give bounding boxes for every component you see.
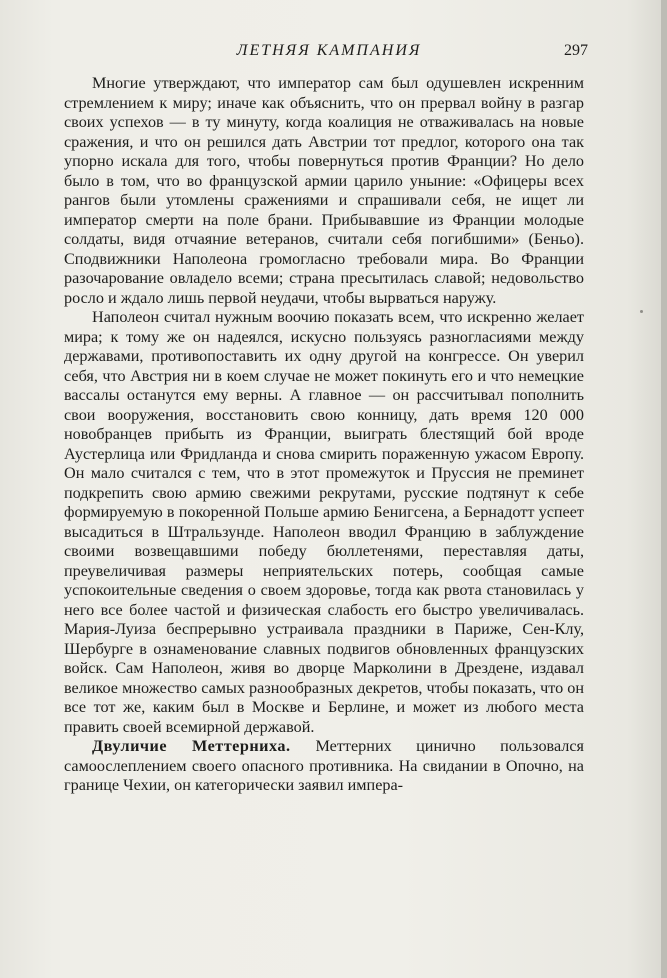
paragraph-3-text: Меттерних цинично пользовался самоослеплением своего опасного противника. На свидании в Опочно, на границе Чехии, он категорически заявил импера- — [64, 737, 584, 794]
section-run-in-heading: Двуличие Меттерниха. — [92, 737, 316, 755]
paragraph-2-text: Наполеон считал нужным воочию показать всем, что искренно желает мира; к тому же он надеялся, искусно пользуясь разногласиями между державами, противопоставить их одну другой на конгрессе. Он уверил себя, что Австрия ни в коем случае не может покинуть его и что немецкие вассалы останутся ему верны. А главное — он рассчитывал пополнить свои вооружения, восстановить свою конницу, дать время 120 000 новобранцев прибыть из Франции, выиграть блестящий бой вроде Аустерлица или Фридланда и снова смирить пораженную ужасом Европу. Он мало считался с тем, что в этот промежуток и Пруссия не преминет подкрепить свою армию свежими рекрутами, русские подтянут к себе формируемую в покоренной Польше армию Бенигсена, а Бернадотт успеет высадиться в Штральзунде. Наполеон вводил Францию в заблуждение своими возвещавшими победу бюллетенями, переставляя даты, преувеличивая размеры неприятельских потерь, сообщая самые успокоительные сведения о своем здоровье, тогда как рвота становилась у него все более частой и физическая слабость его быстро увеличивалась. Мария-Луиза беспрерывно устраивала праздники в Париже, Сен-Клу, Шербурге в ознаменование славных подвигов обновленных французских войск. Сам Наполеон, живя во дворце Марколини в Дрездене, издавал великое множество самых разнообразных декретов, чтобы показать, что он все тот же, каким был в Москве и Берлине, и может из любого места править своей всемирной державой. — [64, 308, 584, 736]
page-header — [70, 42, 588, 66]
page-number: 297 — [564, 42, 588, 59]
body-text — [64, 74, 584, 796]
paragraph-1 — [64, 74, 584, 308]
paragraph-2 — [64, 308, 584, 737]
paragraph-3 — [64, 737, 584, 796]
paragraph-1-text: Многие утверждают, что император сам был одушевлен искренним стремлением к миру; иначе как объяснить, что он прервал войну в разгар своих успехов — в ту минуту, когда коалиция не отваживалась на новые сражения, и что он решился дать Австрии тот предлог, которого она так упорно искала для того, чтобы повернуться против Франции? Но дело было в том, что во французской армии царило уныние: «Офицеры всех рангов были утомлены сражениями и спрашивали себя, не ищет ли император смерти на поле брани. Прибывавшие из Франции молодые солдаты, видя отчаяние ветеранов, считали себя погибшими» (Беньо). Сподвижники Наполеона громогласно требовали мира. Во Франции разочарование овладело всеми; страна пресытилась славой; недовольство росло и ждало лишь первой неудачи, чтобы вырваться наружу. — [64, 74, 584, 307]
running-title: ЛЕТНЯЯ КАМПАНИЯ — [236, 42, 422, 59]
page-edge-shadow — [661, 0, 667, 978]
paper-speck — [640, 310, 643, 313]
